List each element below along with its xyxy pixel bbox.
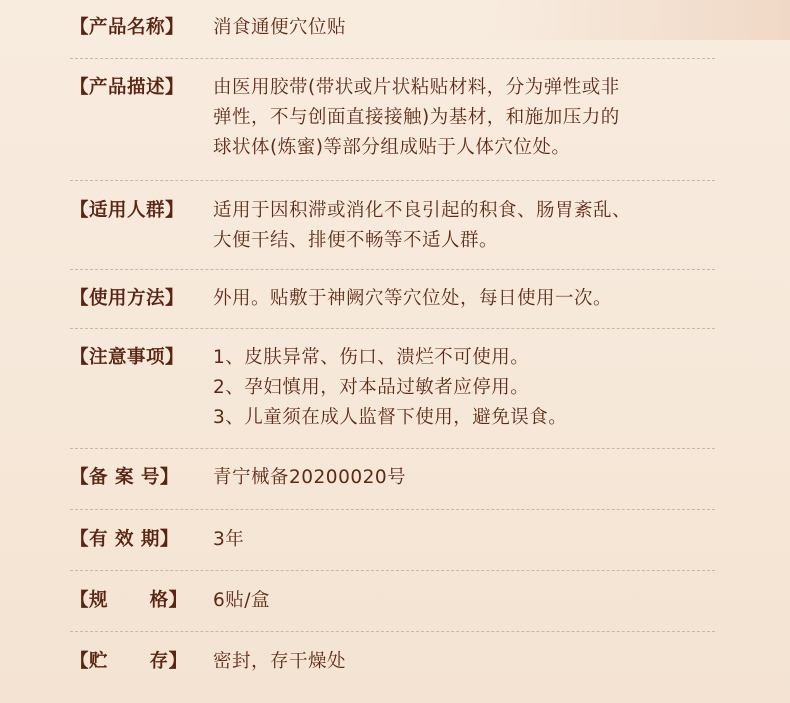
spec-value-line: 6贴/盒 — [213, 590, 271, 611]
spec-label: 【贮 存】 — [70, 651, 188, 672]
spec-value-line: 青宁械备20200020号 — [213, 467, 407, 488]
spec-value-line: 消食通便穴位贴 — [213, 17, 347, 38]
spec-label: 【备 案 号】 — [70, 467, 179, 488]
spec-row-specification — [70, 586, 715, 616]
spec-label: 【规 格】 — [70, 590, 188, 611]
spec-row-usage — [70, 284, 715, 314]
spec-value-line: 3、儿童须在成人监督下使用，避免误食。 — [213, 407, 568, 428]
spec-row-registration — [70, 463, 715, 493]
spec-value-line: 1、皮肤异常、伤口、溃烂不可使用。 — [213, 347, 530, 368]
spec-value — [213, 73, 715, 163]
row-divider — [70, 180, 715, 181]
spec-row-description — [70, 73, 715, 163]
spec-value-line: 球状体(炼蜜)等部分组成贴于人体穴位处。 — [213, 137, 571, 158]
spec-label: 【产品描述】 — [70, 77, 185, 98]
row-divider — [70, 328, 715, 329]
row-divider — [70, 509, 715, 510]
spec-row-target-users — [70, 196, 715, 256]
spec-value-line: 大便干结、排便不畅等不适人群。 — [213, 230, 499, 251]
spec-label: 【使用方法】 — [70, 288, 185, 309]
spec-value — [213, 343, 715, 433]
row-divider — [70, 58, 715, 59]
spec-value-line: 外用。贴敷于神阙穴等穴位处，每日使用一次。 — [213, 288, 613, 309]
spec-row-shelf-life — [70, 525, 715, 555]
spec-value — [213, 525, 715, 555]
spec-label: 【适用人群】 — [70, 200, 185, 221]
spec-value — [213, 463, 715, 493]
spec-row-product-name — [70, 13, 715, 43]
row-divider — [70, 631, 715, 632]
spec-value-line: 由医用胶带(带状或片状粘贴材料，分为弹性或非 — [213, 77, 620, 98]
spec-value — [213, 647, 715, 677]
spec-value — [213, 284, 715, 314]
spec-value — [213, 196, 715, 256]
spec-label: 【有 效 期】 — [70, 529, 179, 550]
spec-value — [213, 13, 715, 43]
spec-label: 【产品名称】 — [70, 17, 185, 38]
spec-row-storage — [70, 647, 715, 677]
row-divider — [70, 269, 715, 270]
spec-value-line: 弹性，不与创面直接接触)为基材，和施加压力的 — [213, 107, 620, 128]
spec-value-line: 适用于因积滞或消化不良引起的积食、肠胃紊乱、 — [213, 200, 632, 221]
spec-value-line: 2、孕妇慎用，对本品过敏者应停用。 — [213, 377, 530, 398]
spec-row-precautions — [70, 343, 715, 433]
spec-value-line: 密封，存干燥处 — [213, 651, 347, 672]
row-divider — [70, 570, 715, 571]
row-divider — [70, 448, 715, 449]
spec-label: 【注意事项】 — [70, 347, 185, 368]
spec-value — [213, 586, 715, 616]
spec-value-line: 3年 — [213, 529, 245, 550]
